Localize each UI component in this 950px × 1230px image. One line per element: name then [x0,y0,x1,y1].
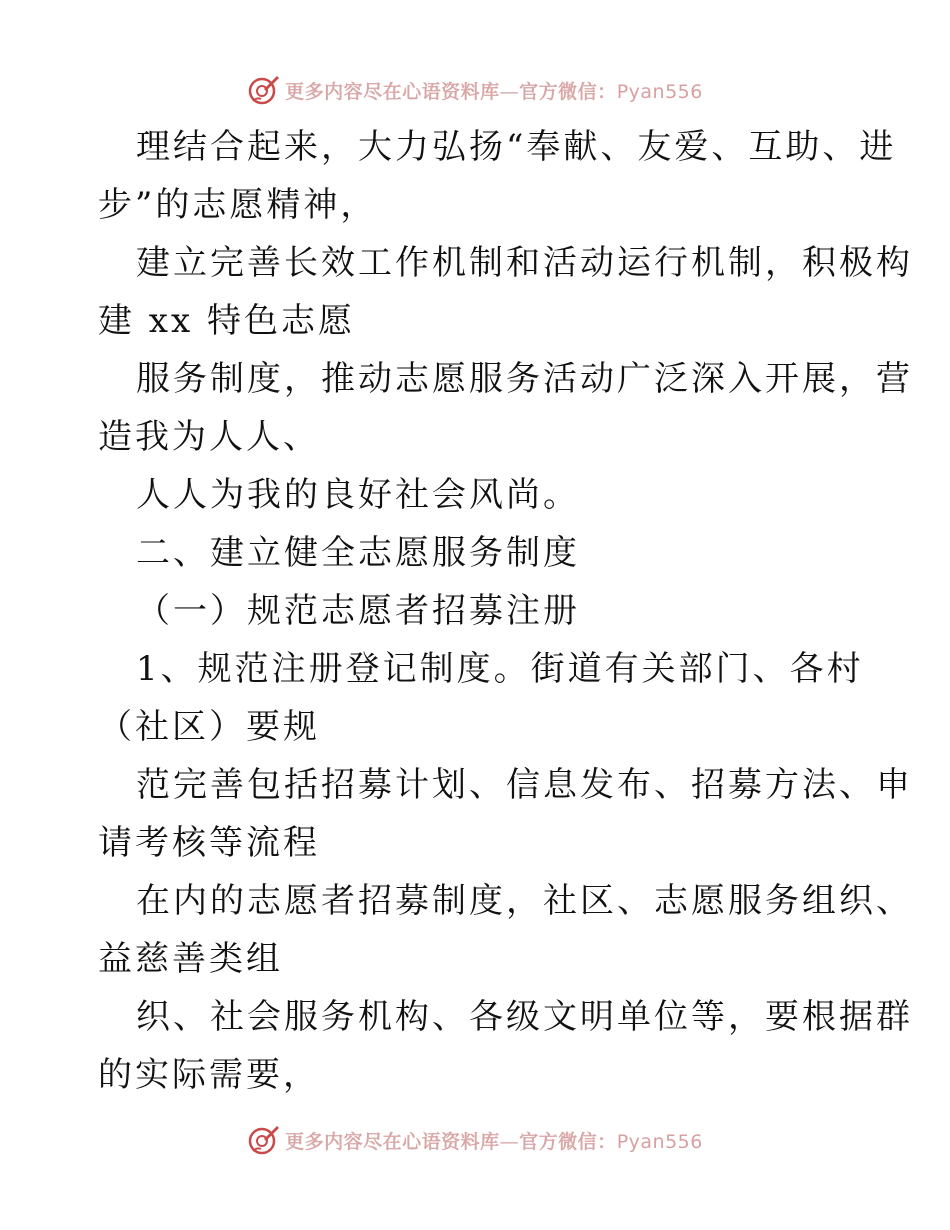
watermark-text [285,77,703,104]
watermark-separator: — [499,1130,520,1153]
paragraph-continuation-line: 的实际需要， [98,1055,320,1095]
paragraph-continuation-line: （社区）要规 [98,707,320,747]
paragraph-first-line: 理结合起来，大力弘扬“奉献、友爱、互助、进 [136,127,897,167]
paragraph-first-line: 服务制度，推动志愿服务活动广泛深入开展，营 [136,359,913,399]
paragraph-continuation-line: 益慈善类组 [98,939,283,979]
watermark-contact-label: 官方微信： [519,80,617,103]
watermark-contact-label: 官方微信： [519,1130,617,1153]
paragraph [98,756,913,872]
paragraph-continuation-line: 步”的志愿精神， [98,185,378,225]
watermark-separator: — [499,80,520,103]
document-body [98,118,913,1104]
paragraph [98,640,864,756]
section-heading-text: 二、建立健全志愿服务制度 [136,533,580,573]
header-watermark [0,70,950,110]
section-heading [98,524,858,582]
watermark-text [285,1127,703,1154]
paragraph [98,118,897,234]
footer-watermark [0,1120,950,1160]
paragraph-first-line: 范完善包括招募计划、信息发布、招募方法、申 [136,765,913,805]
pen-nib-logo-icon [247,1123,281,1157]
pen-nib-logo-icon [247,73,281,107]
paragraph [98,466,858,524]
paragraph [98,988,913,1104]
paragraph [98,350,913,466]
subsection-heading [98,582,858,640]
paragraph-first-line: 织、社会服务机构、各级文明单位等，要根据群 [136,997,913,1037]
paragraph [98,872,913,988]
paragraph-continuation-line: 造我为人人、 [98,417,320,457]
paragraph-first-line: 人人为我的良好社会风尚。 [136,475,580,515]
paragraph-first-line: 在内的志愿者招募制度，社区、志愿服务组织、 [136,881,913,921]
paragraph-first-line: 建立完善长效工作机制和活动运行机制，积极构 [136,243,913,283]
watermark-site-name: 更多内容尽在心语资料库 [285,1130,500,1153]
paragraph [98,234,913,350]
paragraph-continuation-line: 请考核等流程 [98,823,320,863]
watermark-contact-id: Pyan556 [616,1130,703,1153]
watermark-contact-id: Pyan556 [616,80,703,103]
watermark-site-name: 更多内容尽在心语资料库 [285,80,500,103]
paragraph-first-line: 1、规范注册登记制度。街道有关部门、各村 [136,649,864,689]
subsection-heading-text: （一）规范志愿者招募注册 [136,591,580,631]
paragraph-continuation-line: 建 xx 特色志愿 [98,301,355,341]
